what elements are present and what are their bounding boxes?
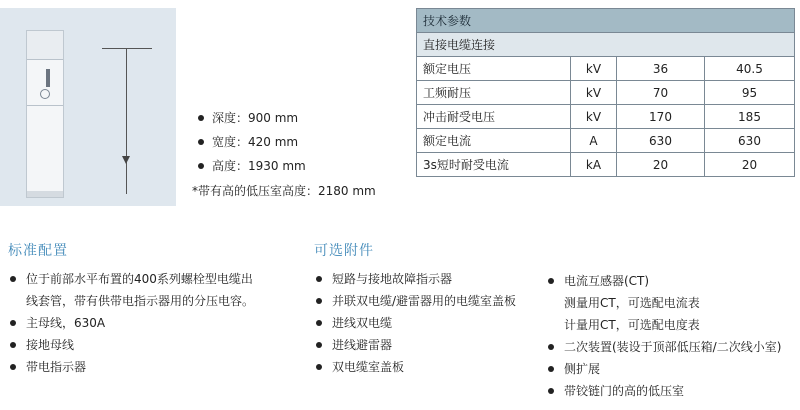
list-item: 带电指示器: [8, 356, 254, 378]
param-unit: A: [571, 129, 617, 153]
optional-accessories-title: 可选附件: [314, 243, 374, 259]
dimension-width: 宽度：420 mm: [192, 130, 376, 154]
param-unit: kV: [571, 57, 617, 81]
param-value-2: 40.5: [705, 57, 795, 81]
table-row: [417, 81, 795, 105]
standard-config-list: [8, 268, 254, 378]
param-value-1: 20: [617, 153, 705, 177]
dimension-depth: 深度：900 mm: [192, 106, 376, 130]
param-name: 3s短时耐受电流: [417, 153, 571, 177]
bullet-icon: [198, 115, 204, 121]
bullet-icon: [10, 320, 16, 326]
param-value-2: 95: [705, 81, 795, 105]
list-item: 进线避雷器: [314, 334, 516, 356]
bullet-icon: [548, 278, 554, 284]
param-name: 额定电流: [417, 129, 571, 153]
bullet-icon: [198, 163, 204, 169]
param-value-1: 630: [617, 129, 705, 153]
table-title: 技术参数: [417, 9, 795, 33]
cabinet-handle-icon: [46, 69, 50, 87]
table-subtitle: 直接电缆连接: [417, 33, 795, 57]
param-value-2: 185: [705, 105, 795, 129]
cabinet-base: [27, 191, 63, 197]
dimensions-list: [192, 106, 376, 203]
list-item: 进线双电缆: [314, 312, 516, 334]
param-value-1: 70: [617, 81, 705, 105]
cabinet-low-voltage-compartment: [27, 31, 63, 60]
cabinet-knob-icon: [40, 89, 50, 99]
list-item: 双电缆室盖板: [314, 356, 516, 378]
bullet-icon: [198, 139, 204, 145]
param-unit: kA: [571, 153, 617, 177]
param-value-1: 36: [617, 57, 705, 81]
list-item: 侧扩展: [546, 358, 781, 380]
bullet-icon: [548, 388, 554, 394]
standard-config-section: [8, 240, 254, 378]
table-subheader-row: [417, 33, 795, 57]
list-item: 接地母线: [8, 334, 254, 356]
dimension-arrow-icon: [122, 156, 130, 164]
cabinet-operating-panel: [27, 59, 63, 106]
optional-accessories-list-2: [546, 270, 781, 402]
bullet-icon: [10, 342, 16, 348]
param-value-2: 630: [705, 129, 795, 153]
technical-parameters-table: [416, 8, 795, 177]
param-unit: kV: [571, 105, 617, 129]
product-image: [0, 8, 176, 206]
bullet-icon: [316, 298, 322, 304]
bullet-icon: [10, 276, 16, 282]
list-item: 并联双电缆/避雷器用的电缆室盖板: [314, 290, 516, 312]
bullet-icon: [10, 364, 16, 370]
switchgear-cabinet-illustration: [26, 30, 64, 198]
optional-accessories-column-2: [546, 270, 781, 402]
table-row: [417, 129, 795, 153]
dimension-note: *带有高的低压室高度：2180 mm: [192, 184, 376, 198]
table-row: [417, 105, 795, 129]
bullet-icon: [548, 344, 554, 350]
param-unit: kV: [571, 81, 617, 105]
param-name: 工频耐压: [417, 81, 571, 105]
bullet-icon: [316, 342, 322, 348]
list-item: 短路与接地故障指示器: [314, 268, 516, 290]
param-value-1: 170: [617, 105, 705, 129]
list-item: 电流互感器(CT) 测量用CT，可选配电流表 计量用CT，可选配电度表: [546, 270, 781, 336]
optional-accessories-list-1: [314, 268, 516, 378]
cabinet-cable-compartment: [27, 105, 63, 197]
param-name: 额定电压: [417, 57, 571, 81]
table-row: [417, 57, 795, 81]
table-row: [417, 153, 795, 177]
list-item: 主母线，630A: [8, 312, 254, 334]
param-name: 冲击耐受电压: [417, 105, 571, 129]
bullet-icon: [316, 364, 322, 370]
list-item: 位于前部水平布置的400系列螺栓型电缆出 线套管，带有供带电指示器用的分压电容。: [8, 268, 254, 312]
dimension-line-vertical: [126, 48, 127, 194]
bullet-icon: [548, 366, 554, 372]
list-item: 二次装置(装设于顶部低压箱/二次线小室): [546, 336, 781, 358]
bullet-icon: [316, 276, 322, 282]
table-header-row: [417, 9, 795, 33]
dimension-height: 高度：1930 mm: [192, 154, 376, 178]
optional-accessories-section: [314, 240, 516, 378]
param-value-2: 20: [705, 153, 795, 177]
standard-config-title: 标准配置: [8, 243, 68, 259]
list-item: 带铰链门的高的低压室: [546, 380, 781, 402]
bullet-icon: [316, 320, 322, 326]
dimension-line-top: [102, 48, 152, 49]
